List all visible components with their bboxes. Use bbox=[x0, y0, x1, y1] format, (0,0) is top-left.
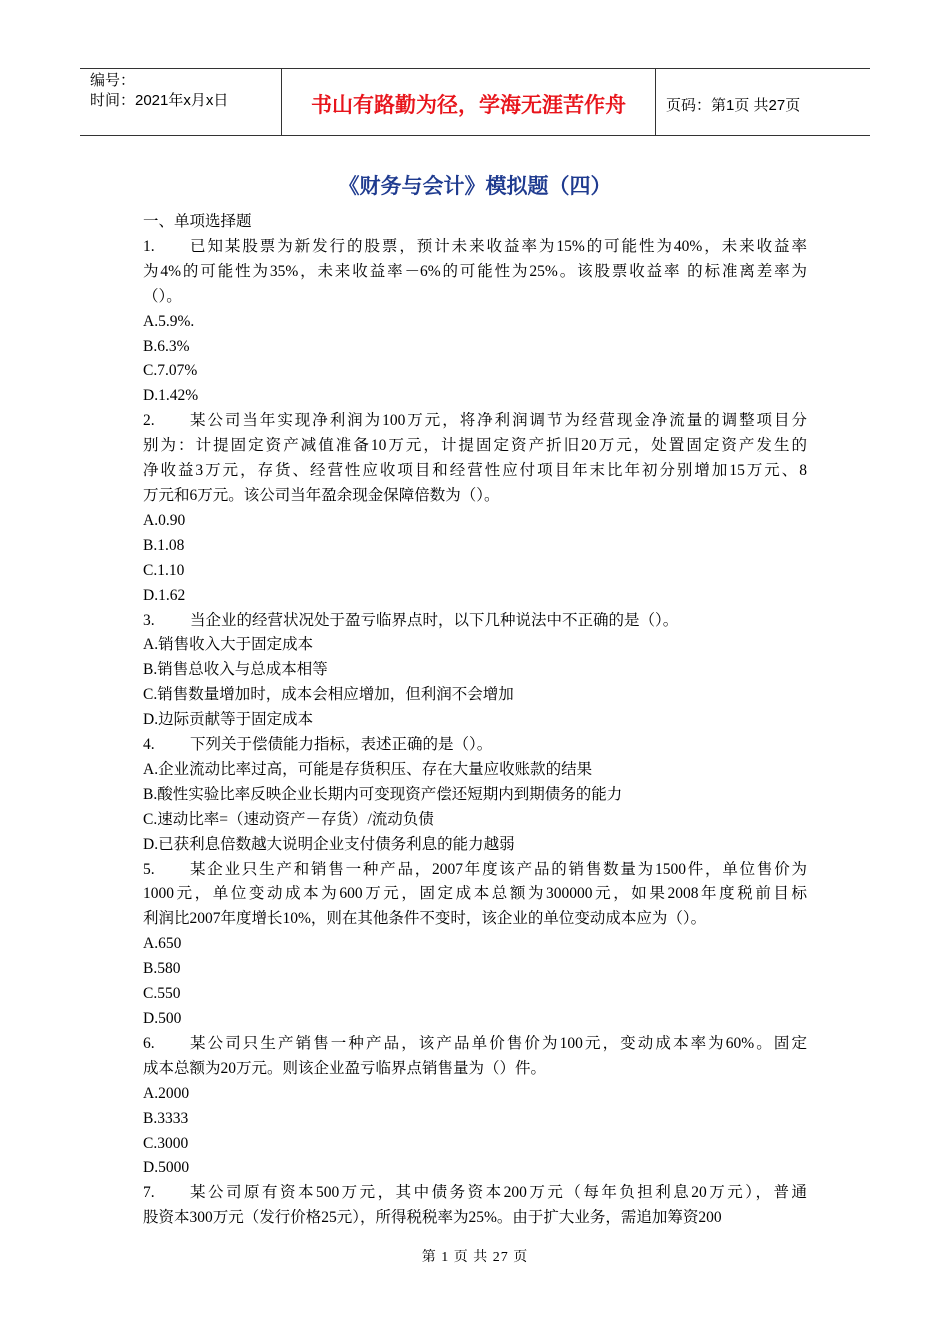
document-title: 《财务与会计》模拟题（四） bbox=[338, 174, 612, 198]
question-number: 4. bbox=[143, 736, 155, 754]
answer-option[interactable]: B.销售总收入与总成本相等 bbox=[143, 661, 328, 679]
answer-option[interactable]: D.边际贡献等于固定成本 bbox=[143, 711, 314, 729]
question-stem-line: 别为：计提固定资产减值准备10万元，计提固定资产折旧20万元，处置固定资产发生的 bbox=[143, 437, 807, 455]
question-stem-first-line bbox=[143, 858, 807, 883]
question-item bbox=[143, 858, 807, 1032]
question-stem-line: （）。 bbox=[143, 287, 182, 305]
answer-option[interactable]: A.650 bbox=[143, 935, 182, 953]
question-number: 2. bbox=[143, 412, 155, 430]
answer-option[interactable]: D.已获利息倍数越大说明企业支付债务利息的能力越弱 bbox=[143, 835, 515, 853]
question-stem-first-line bbox=[143, 1181, 807, 1206]
question-item bbox=[143, 1032, 807, 1181]
question-stem-first-line bbox=[143, 733, 807, 758]
answer-option[interactable]: C.3000 bbox=[143, 1134, 189, 1152]
question-item bbox=[143, 609, 807, 734]
answer-option[interactable]: A.0.90 bbox=[143, 511, 186, 529]
answer-option[interactable]: B.1.08 bbox=[143, 536, 185, 554]
answer-option[interactable]: B.3333 bbox=[143, 1109, 189, 1127]
question-number: 5. bbox=[143, 860, 155, 878]
question-item bbox=[143, 409, 807, 608]
answer-option[interactable]: D.1.42% bbox=[143, 387, 199, 405]
question-item bbox=[143, 733, 807, 858]
answer-option[interactable]: D.500 bbox=[143, 1010, 182, 1027]
question-stem-text: 某企业只生产和销售一种产品，2007年度该产品的销售数量为1500件，单位售价为 bbox=[190, 860, 807, 878]
document-date: 时间：2021年x月x日 bbox=[90, 92, 229, 109]
answer-option[interactable]: D.5000 bbox=[143, 1159, 190, 1177]
question-stem-text: 某公司当年实现净利润为100万元，将净利润调节为经营现金净流量的调整项目分 bbox=[190, 412, 807, 430]
page-footer: 第 1 页 共 27 页 bbox=[421, 1250, 529, 1265]
header-meta bbox=[80, 69, 282, 135]
question-stem-line: 利润比2007年度增长10%，则在其他条件不变时，该企业的单位变动成本应为（）。 bbox=[143, 910, 707, 928]
question-number: 1. bbox=[143, 237, 155, 255]
question-list bbox=[143, 210, 807, 1231]
question-number: 6. bbox=[143, 1034, 155, 1052]
answer-option[interactable]: C.速动比率=（速动资产－存货）/流动负债 bbox=[143, 810, 434, 828]
question-stem-text: 某公司只生产销售一种产品，该产品单价售价为100元，变动成本率为60%。固定 bbox=[190, 1034, 807, 1052]
answer-option[interactable]: A.销售收入大于固定成本 bbox=[143, 636, 314, 654]
question-stem-text: 当企业的经营状况处于盈亏临界点时，以下几种说法中不正确的是（）。 bbox=[190, 611, 679, 629]
answer-option[interactable]: C.7.07% bbox=[143, 362, 198, 380]
answer-option[interactable]: D.1.62 bbox=[143, 586, 186, 604]
question-stem-line: 成本总额为20万元。则该企业盈亏临界点销售量为（）件。 bbox=[143, 1059, 547, 1077]
answer-option[interactable]: A.企业流动比率过高，可能是存货积压、存在大量应收账款的结果 bbox=[143, 760, 593, 778]
question-stem-line: 净收益3万元，存货、经营性应收项目和经营性应付项目年末比年初分别增加15万元、8 bbox=[143, 462, 807, 480]
question-stem-first-line bbox=[143, 609, 807, 634]
header-page-info: 页码：第1页 共27页 bbox=[666, 96, 801, 114]
question-stem-first-line bbox=[143, 409, 807, 434]
question-stem-line: 为4%的可能性为35%，未来收益率－6%的可能性为25%。该股票收益率 的标准离差率为 bbox=[143, 262, 807, 280]
question-stem-line: 万元和6万元。该公司当年盈余现金保障倍数为（）。 bbox=[143, 486, 500, 504]
question-number: 7. bbox=[143, 1184, 155, 1202]
answer-option[interactable]: A.5.9%. bbox=[143, 312, 195, 330]
answer-option[interactable]: C.550 bbox=[143, 985, 181, 1003]
question-stem-line: 1000元，单位变动成本为600万元，固定成本总额为300000元，如果2008年度税前目标 bbox=[143, 885, 807, 903]
answer-option[interactable]: A.2000 bbox=[143, 1084, 190, 1102]
document-header bbox=[80, 68, 870, 136]
question-item bbox=[143, 1181, 807, 1231]
question-stem-line: 股资本300万元（发行价格25元），所得税税率为25%。由于扩大业务，需追加筹资200 bbox=[143, 1209, 722, 1227]
question-stem-first-line bbox=[143, 235, 807, 260]
question-stem-text: 下列关于偿债能力指标，表述正确的是（）。 bbox=[190, 736, 493, 754]
section-heading: 一、单项选择题 bbox=[143, 213, 252, 230]
answer-option[interactable]: B.6.3% bbox=[143, 337, 190, 355]
question-item bbox=[143, 235, 807, 409]
answer-option[interactable]: B.酸性实验比率反映企业长期内可变现资产偿还短期内到期债务的能力 bbox=[143, 785, 623, 803]
header-motto: 书山有路勤为径，学海无涯苦作舟 bbox=[282, 69, 656, 135]
question-number: 3. bbox=[143, 611, 155, 629]
question-stem-text: 某公司原有资本500万元，其中债务资本200万元（每年负担利息20万元），普通 bbox=[190, 1184, 807, 1202]
question-stem-text: 已知某股票为新发行的股票，预计未来收益率为15%的可能性为40%，未来收益率 bbox=[190, 237, 807, 255]
answer-option[interactable]: C.销售数量增加时，成本会相应增加，但利润不会增加 bbox=[143, 686, 514, 704]
question-stem-first-line bbox=[143, 1032, 807, 1057]
document-number-label: 编号： bbox=[90, 72, 136, 89]
answer-option[interactable]: C.1.10 bbox=[143, 561, 185, 579]
answer-option[interactable]: B.580 bbox=[143, 960, 181, 978]
